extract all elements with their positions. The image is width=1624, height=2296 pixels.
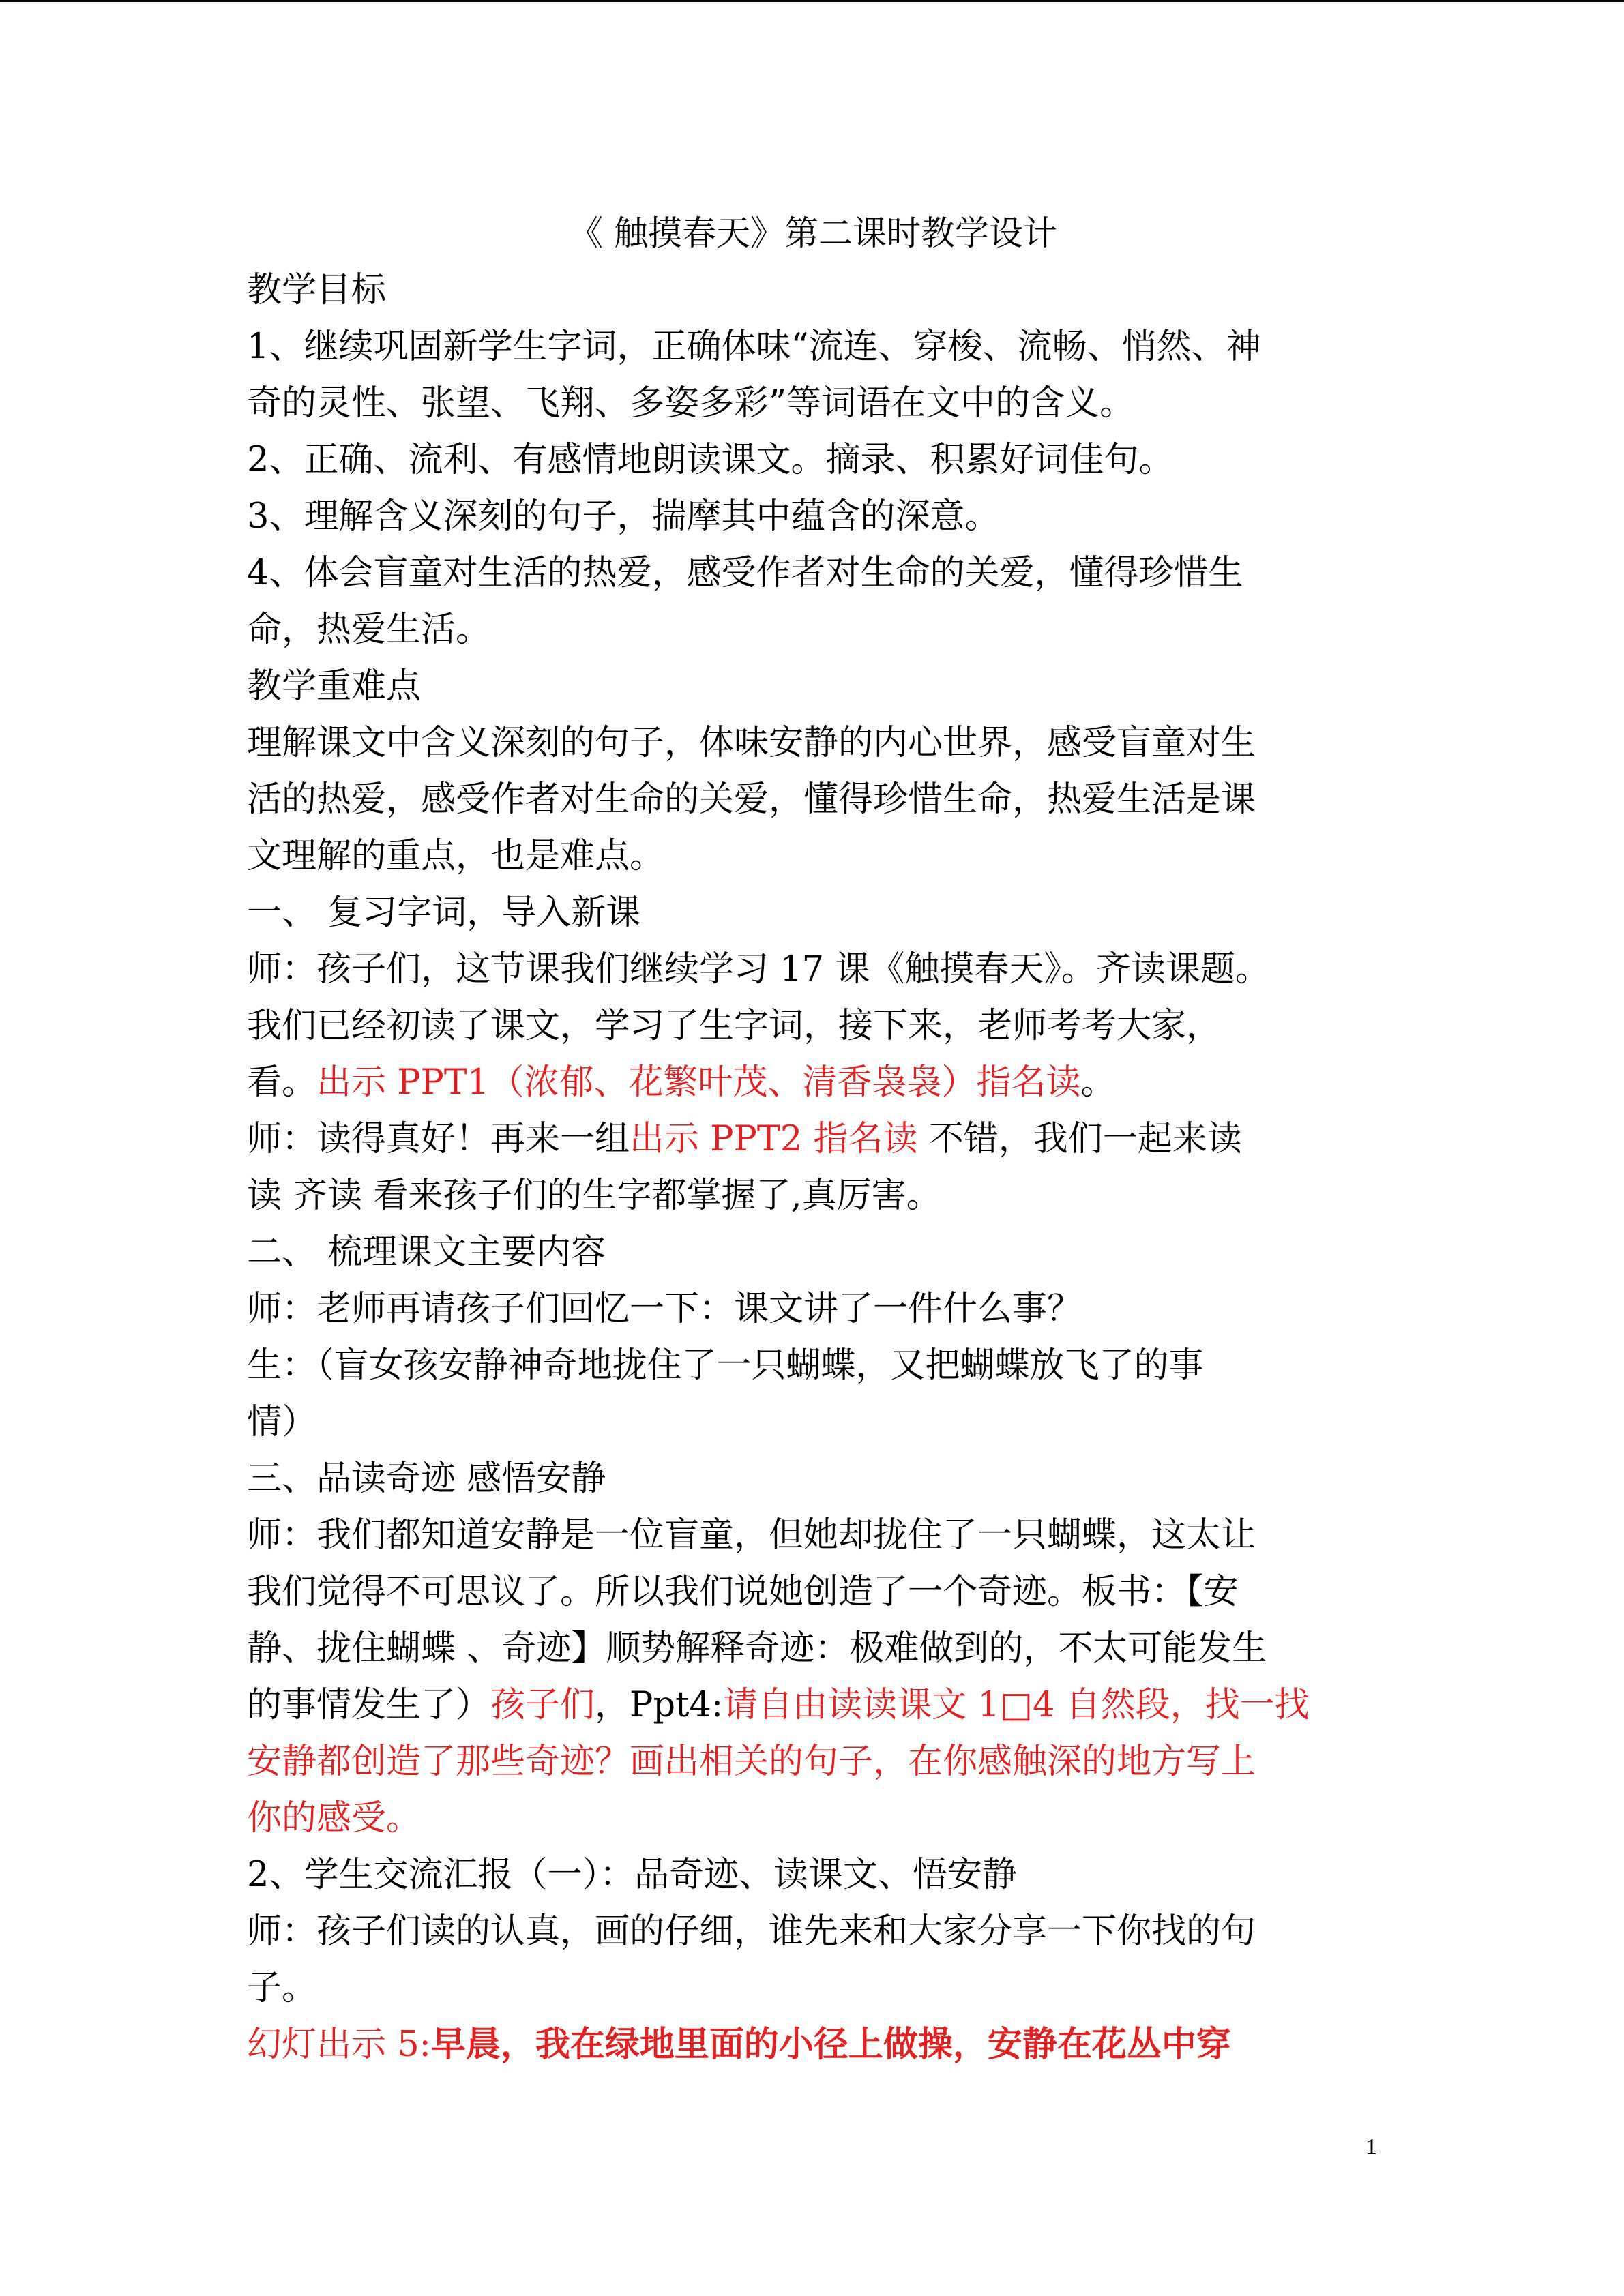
text-segment: 文理解的重点，也是难点。 bbox=[247, 836, 665, 876]
document-page bbox=[247, 205, 1379, 2073]
text-line bbox=[247, 318, 1379, 375]
text-segment: 奇的灵性、张望、飞翔、多姿多彩”等词语在文中的含义。 bbox=[247, 383, 1135, 423]
text-line bbox=[247, 1790, 1379, 1847]
text-line bbox=[247, 432, 1379, 488]
text-line bbox=[247, 262, 1379, 318]
text-segment: 情） bbox=[247, 1402, 317, 1442]
top-border-line bbox=[0, 0, 1624, 2]
text-segment: 2、学生交流汇报（一）：品奇迹、读课文、悟安静 bbox=[247, 1855, 1017, 1895]
document-title: 《 触摸春天》第二课时教学设计 bbox=[569, 213, 1057, 253]
text-line bbox=[247, 1224, 1379, 1281]
text-segment: 看。 bbox=[247, 1062, 317, 1103]
text-line bbox=[247, 658, 1379, 715]
text-line bbox=[247, 1847, 1379, 1903]
text-segment: 二、 梳理课文主要内容 bbox=[247, 1232, 606, 1272]
text-line bbox=[247, 2016, 1379, 2073]
text-segment: 我们觉得不可思议了。所以我们说她创造了一个奇迹。板书：【安 bbox=[247, 1572, 1239, 1612]
text-segment: 子。 bbox=[247, 1968, 317, 2008]
highlighted-text: 幻灯出示 5: bbox=[247, 2025, 431, 2065]
text-line bbox=[247, 941, 1379, 998]
highlighted-text: 孩子们 bbox=[490, 1685, 595, 1725]
text-segment: 一、 复习字词，导入新课 bbox=[247, 893, 641, 933]
highlighted-text: 请自由读读课文 1□4 自然段，找一找 bbox=[723, 1685, 1310, 1725]
highlighted-text: 早晨，我在绿地里面的小径上做操，安静在花丛中穿 bbox=[430, 2024, 1231, 2065]
text-segment: 。 bbox=[1080, 1062, 1116, 1103]
text-segment: 静、拢住蝴蝶 、奇迹】顺势解释奇迹：极难做到的，不太可能发生 bbox=[247, 1628, 1267, 1669]
text-line bbox=[247, 884, 1379, 941]
text-segment: 师：老师再请孩子们回忆一下：课文讲了一件什么事？ bbox=[247, 1289, 1082, 1329]
text-segment: 师：读得真好！再来一组 bbox=[247, 1119, 630, 1159]
page-number: 1 bbox=[1365, 2134, 1377, 2160]
text-line bbox=[247, 1167, 1379, 1224]
text-line bbox=[247, 771, 1379, 828]
text-line bbox=[247, 1733, 1379, 1790]
text-line bbox=[247, 828, 1379, 884]
text-line bbox=[247, 1450, 1379, 1507]
text-line bbox=[247, 1507, 1379, 1564]
text-line bbox=[247, 998, 1379, 1054]
text-segment: 教学重难点 bbox=[247, 666, 422, 706]
text-segment: 师：我们都知道安静是一位盲童，但她却拢住了一只蝴蝶，这太让 bbox=[247, 1515, 1256, 1555]
highlighted-text: 你的感受。 bbox=[247, 1798, 422, 1838]
highlighted-text: 安静都创造了那些奇迹？画出相关的句子，在你感触深的地方写上 bbox=[247, 1742, 1256, 1782]
text-segment: ，Ppt4: bbox=[595, 1685, 724, 1725]
text-line bbox=[247, 545, 1379, 601]
text-segment: 1、继续巩固新学生字词，正确体味“流连、穿梭、流畅、悄然、神 bbox=[247, 327, 1261, 367]
text-segment: 2、正确、流利、有感情地朗读课文。摘录、积累好词佳句。 bbox=[247, 440, 1174, 480]
text-segment: 师：孩子们读的认真，画的仔细，谁先来和大家分享一下你找的句 bbox=[247, 1911, 1256, 1952]
text-segment: 不错，我们一起来读 bbox=[917, 1119, 1242, 1159]
text-line bbox=[247, 1111, 1379, 1167]
text-segment: 活的热爱，感受作者对生命的关爱，懂得珍惜生命，热爱生活是课 bbox=[247, 779, 1256, 820]
document-body bbox=[247, 262, 1379, 2073]
text-segment: 生：（盲女孩安静神奇地拢住了一只蝴蝶，又把蝴蝶放飞了的事 bbox=[247, 1345, 1204, 1386]
text-segment: 的事情发生了） bbox=[247, 1685, 491, 1725]
highlighted-text: 出示 PPT2 指名读 bbox=[630, 1119, 918, 1159]
text-segment: 读 齐读 看来孩子们的生字都掌握了,真厉害。 bbox=[247, 1176, 941, 1216]
text-line bbox=[247, 375, 1379, 432]
text-line bbox=[247, 715, 1379, 771]
text-line bbox=[247, 1394, 1379, 1450]
text-line bbox=[247, 1337, 1379, 1394]
text-line bbox=[247, 601, 1379, 658]
text-line bbox=[247, 1903, 1379, 1960]
text-line bbox=[247, 1054, 1379, 1111]
text-line bbox=[247, 1564, 1379, 1620]
text-line bbox=[247, 1281, 1379, 1337]
text-segment: 3、理解含义深刻的句子，揣摩其中蕴含的深意。 bbox=[247, 496, 1000, 537]
text-line bbox=[247, 488, 1379, 545]
highlighted-text: 出示 PPT1（浓郁、花繁叶茂、清香袅袅）指名读 bbox=[316, 1062, 1081, 1103]
text-segment: 4、体会盲童对生活的热爱，感受作者对生命的关爱，懂得珍惜生 bbox=[247, 553, 1243, 593]
text-segment: 三、品读奇迹 感悟安静 bbox=[247, 1459, 606, 1499]
text-segment: 命，热爱生活。 bbox=[247, 610, 491, 650]
text-line bbox=[247, 1620, 1379, 1677]
text-line bbox=[247, 1677, 1379, 1733]
text-segment: 我们已经初读了课文，学习了生字词，接下来，老师考考大家， bbox=[247, 1006, 1222, 1046]
text-line bbox=[247, 1960, 1379, 2016]
text-segment: 教学目标 bbox=[247, 270, 387, 310]
text-segment: 理解课文中含义深刻的句子，体味安静的内心世界，感受盲童对生 bbox=[247, 723, 1256, 763]
text-segment: 师：孩子们，这节课我们继续学习 17 课《触摸春天》。齐读课题。 bbox=[247, 949, 1270, 989]
